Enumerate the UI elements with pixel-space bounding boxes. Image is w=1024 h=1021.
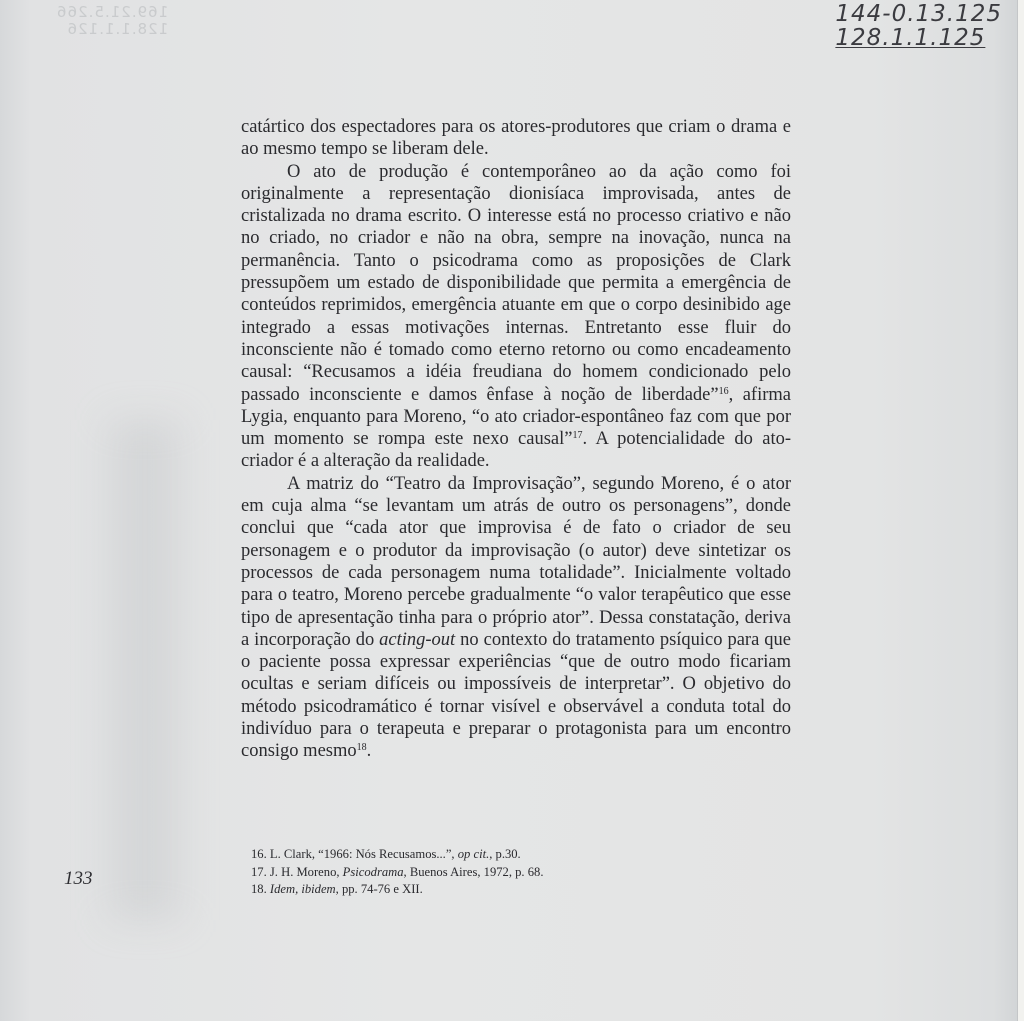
page-number: 133 xyxy=(64,868,93,889)
paragraph-1: catártico dos espectadores para os atores-produtores que criam o drama e ao mesmo tempo se liberam dele. xyxy=(241,117,791,160)
show-through-line: 128.1.1.126 xyxy=(66,20,169,38)
footnote-ref-18: 18 xyxy=(356,742,367,754)
footnote-ref-16: 16 xyxy=(718,385,729,397)
footnote-16: 16. L. Clark, “1966: Nós Recusamos...”, op cit., p.30. xyxy=(251,847,521,861)
paragraph-3: A matriz do “Teatro da Improvisação”, segundo Moreno, é o ator em cuja alma “se levantam um atrás de outro os personagens”, donde conclui que “cada ator que improvisa é de fato o criador de seu personagem e o produtor da improvisação (o autor) deve sintetizar os processos de cada personagem numa totalidade”. Inicialmente voltado para o teatro, Moreno percebe gradualmente “o valor terapêutico que esse tipo de apresentação tinha para o próprio ator”. Dessa constatação, deriva a incorporação do acting-out no contexto do tratamento psíquico para que o paciente possa expressar experiências “que de outro modo ficariam ocultas e seriam difíceis ou impossíveis de interpretar”. O objetivo do método psicodramático é tornar visível e observável a conduta total do indivíduo para o terapeuta e preparar o protagonista para um encontro consigo mesmo$^{18}$. xyxy=(241,473,791,762)
scan-shadow xyxy=(110,420,180,920)
show-through-line: 169.21.5.266 xyxy=(56,3,169,21)
footnote-ref-17: 17 xyxy=(572,430,583,442)
handwritten-catalog-number xyxy=(835,2,1002,50)
footnote-18: 18. Idem, ibidem, pp. 74-76 e XII. xyxy=(251,882,423,897)
body-text xyxy=(241,116,791,763)
catalog-line-2: 128.1.1.125 xyxy=(835,25,986,51)
paragraph-2: O ato de produção é contemporâneo ao da ação como foi originalmente a representação dionisíaca improvisada, antes de cristalizada no drama escrito. O interesse está no processo criativo e não no criado, no criador e não na obra, sempre na inovação, nunca na permanência. Tanto o psicodrama como as proposições de Clark pressupõem um estado de disponibilidade que permita a emergência de conteúdos reprimidos, emergência atuante em que o corpo desinibido age integrado a essas motivações internas. Entretanto esse fluir do inconsciente não é tomado como eterno retorno ou como encadeamento causal: “Recusamos a idéia freudiana do homem condicionado pelo passado inconsciente e damos ênfase à noção de liberdade”$^{16}$, afirma Lygia, enquanto para Moreno, “o ato criador-espontâneo faz com que por um momento se rompa este nexo causal”$^{17}$. A potencialidade do ato-criador é a alteração da realidade. xyxy=(241,161,791,472)
page-edge xyxy=(1017,0,1024,1021)
footnote-17: 17. J. H. Moreno, Psicodrama, Buenos Aires, 1972, p. 68. xyxy=(251,864,544,879)
italic-term: acting-out xyxy=(379,629,456,650)
footnotes xyxy=(251,846,791,899)
catalog-line-1: 144-0.13.125 xyxy=(835,1,1002,27)
show-through-reference xyxy=(56,4,168,38)
